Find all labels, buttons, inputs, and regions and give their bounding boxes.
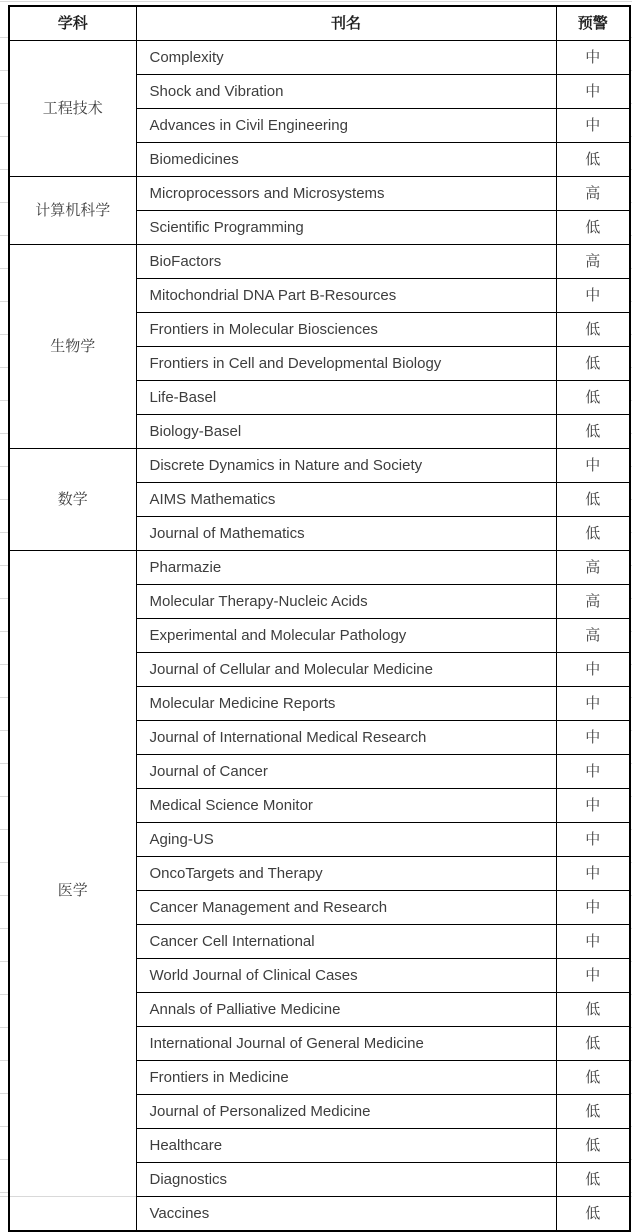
journal-name-cell: Molecular Therapy-Nucleic Acids — [136, 585, 556, 619]
table-row — [9, 449, 630, 483]
journal-name-cell: Journal of Mathematics — [136, 517, 556, 551]
warning-level-cell: 中 — [556, 891, 630, 925]
journal-name-cell: AIMS Mathematics — [136, 483, 556, 517]
warning-level-cell: 低 — [556, 1061, 630, 1095]
journal-name-cell: Advances in Civil Engineering — [136, 109, 556, 143]
warning-level-cell: 中 — [556, 41, 630, 75]
journal-name-cell: Cancer Cell International — [136, 925, 556, 959]
warning-level-cell: 高 — [556, 245, 630, 279]
header-warning: 预警 — [556, 6, 630, 41]
journal-name-cell: Diagnostics — [136, 1163, 556, 1197]
subject-cell: 计算机科学 — [9, 177, 136, 245]
journal-name-cell: International Journal of General Medicine — [136, 1027, 556, 1061]
warning-level-cell: 中 — [556, 959, 630, 993]
journal-name-cell: Biology-Basel — [136, 415, 556, 449]
warning-level-cell: 中 — [556, 823, 630, 857]
journal-name-cell: OncoTargets and Therapy — [136, 857, 556, 891]
warning-level-cell: 中 — [556, 653, 630, 687]
warning-level-cell: 低 — [556, 1163, 630, 1197]
header-row — [9, 6, 630, 41]
journal-name-cell: Journal of Cellular and Molecular Medicine — [136, 653, 556, 687]
warning-level-cell: 低 — [556, 381, 630, 415]
journal-name-cell: Experimental and Molecular Pathology — [136, 619, 556, 653]
warning-level-cell: 中 — [556, 925, 630, 959]
warning-level-cell: 低 — [556, 211, 630, 245]
warning-level-cell: 中 — [556, 687, 630, 721]
journal-name-cell: Frontiers in Cell and Developmental Biology — [136, 347, 556, 381]
warning-level-cell: 低 — [556, 1027, 630, 1061]
warning-level-cell: 中 — [556, 755, 630, 789]
journal-name-cell: Mitochondrial DNA Part B-Resources — [136, 279, 556, 313]
warning-level-cell: 高 — [556, 177, 630, 211]
journal-name-cell: Life-Basel — [136, 381, 556, 415]
journal-name-cell: Frontiers in Molecular Biosciences — [136, 313, 556, 347]
warning-level-cell: 低 — [556, 517, 630, 551]
warning-level-cell: 低 — [556, 993, 630, 1027]
warning-level-cell: 高 — [556, 585, 630, 619]
warning-level-cell: 高 — [556, 619, 630, 653]
journal-name-cell: Medical Science Monitor — [136, 789, 556, 823]
header-subject: 学科 — [9, 6, 136, 41]
warning-level-cell: 低 — [556, 415, 630, 449]
warning-level-cell: 高 — [556, 551, 630, 585]
table-body — [9, 41, 630, 1232]
table-row — [9, 177, 630, 211]
table-row — [9, 551, 630, 585]
journal-name-cell: Pharmazie — [136, 551, 556, 585]
spreadsheet-gridline-top — [0, 1, 632, 2]
warning-level-cell: 中 — [556, 449, 630, 483]
journal-name-cell: Cancer Management and Research — [136, 891, 556, 925]
journal-name-cell: World Journal of Clinical Cases — [136, 959, 556, 993]
warning-level-cell: 低 — [556, 143, 630, 177]
warning-level-cell: 中 — [556, 857, 630, 891]
header-journal: 刊名 — [136, 6, 556, 41]
warning-level-cell: 中 — [556, 721, 630, 755]
warning-level-cell: 中 — [556, 279, 630, 313]
journal-name-cell: Journal of Personalized Medicine — [136, 1095, 556, 1129]
warning-level-cell: 低 — [556, 347, 630, 381]
warning-level-cell: 低 — [556, 313, 630, 347]
warning-level-cell: 中 — [556, 789, 630, 823]
warning-level-cell: 低 — [556, 483, 630, 517]
subject-cell: 医学 — [9, 551, 136, 1232]
journal-name-cell: Aging-US — [136, 823, 556, 857]
warning-level-cell: 低 — [556, 1129, 630, 1163]
journal-name-cell: Biomedicines — [136, 143, 556, 177]
subject-cell: 工程技术 — [9, 41, 136, 177]
journal-name-cell: Journal of International Medical Research — [136, 721, 556, 755]
journal-name-cell: Healthcare — [136, 1129, 556, 1163]
journal-name-cell: Shock and Vibration — [136, 75, 556, 109]
journal-name-cell: Molecular Medicine Reports — [136, 687, 556, 721]
journal-name-cell: Journal of Cancer — [136, 755, 556, 789]
journal-name-cell: Complexity — [136, 41, 556, 75]
table-row — [9, 41, 630, 75]
journal-name-cell: Microprocessors and Microsystems — [136, 177, 556, 211]
spreadsheet-gridlines-left-margin — [0, 5, 8, 1195]
warning-level-cell: 低 — [556, 1197, 630, 1232]
subject-cell: 数学 — [9, 449, 136, 551]
journal-name-cell: Scientific Programming — [136, 211, 556, 245]
journal-name-cell: Annals of Palliative Medicine — [136, 993, 556, 1027]
journal-name-cell: BioFactors — [136, 245, 556, 279]
journal-name-cell: Discrete Dynamics in Nature and Society — [136, 449, 556, 483]
warning-level-cell: 中 — [556, 75, 630, 109]
journal-name-cell: Vaccines — [136, 1197, 556, 1232]
table-row — [9, 245, 630, 279]
subject-cell: 生物学 — [9, 245, 136, 449]
warning-level-cell: 低 — [556, 1095, 630, 1129]
journal-warning-table — [8, 5, 631, 1232]
warning-level-cell: 中 — [556, 109, 630, 143]
journal-name-cell: Frontiers in Medicine — [136, 1061, 556, 1095]
